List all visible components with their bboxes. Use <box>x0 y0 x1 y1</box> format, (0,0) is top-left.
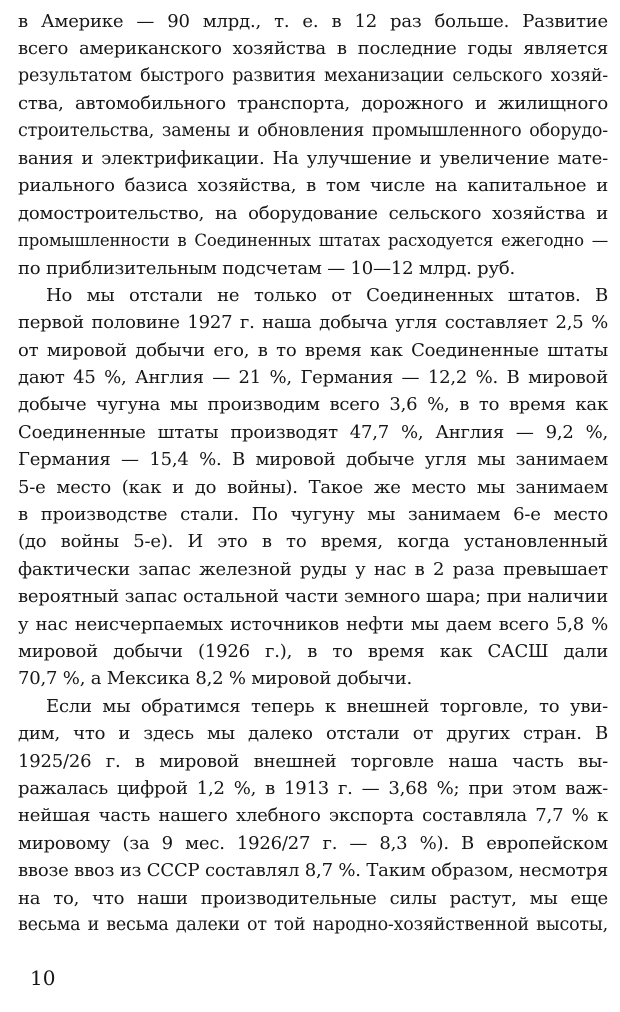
text-line: 5-е место (как и до войны). Такое же место мы занимаем <box>18 476 608 498</box>
text-line: дают 45 %, Англия — 21 %, Германия — 12,2 %. В мировой <box>18 367 608 389</box>
text-line: весьма и весьма далеки от той народно-хозяйственной высоты, <box>18 914 608 935</box>
text-line: в производстве стали. По чугуну мы занимаем 6-е место <box>18 504 608 526</box>
text-line: у нас неисчерпаемых источников нефти мы даем всего 5,8 % <box>18 613 608 635</box>
text-line: 70,7 %, а Мексика 8,2 % мировой добычи. <box>18 668 413 690</box>
paragraph-1 <box>18 8 608 282</box>
text-line: строительства, замены и обновления промышленного оборудо- <box>18 120 608 141</box>
text-line: домостроительство, на оборудование сельского хозяйства и <box>18 202 608 224</box>
text-line: в Америке — 90 млрд., т. е. в 12 раз больше. Развитие <box>18 11 608 32</box>
text-line: Если мы обратимся теперь к внешней торговле, то уви- <box>46 695 608 717</box>
text-line: вероятный запас остальной части земного шара; при наличии <box>18 586 608 608</box>
text-line: от мировой добычи его, в то время как Соединенные штаты <box>18 339 608 361</box>
text-line: ства, автомобильного транспорта, дорожного и жилищного <box>18 93 608 115</box>
text-line: промышленности в Соединенных штатах расходуется ежегодно — <box>18 231 608 251</box>
text-line: ражалась цифрой 1,2 %, в 1913 г. — 3,68 %; при этом важ- <box>18 777 608 799</box>
text-line: мировой добычи (1926 г.), в то время как САСШ дали <box>18 640 608 662</box>
text-line: мировому (за 9 мес. 1926/27 г. — 8,3 %). В европейском <box>18 832 608 854</box>
text-line: Германия — 15,4 %. В мировой добыче угля мы занимаем <box>18 449 608 471</box>
text-line: всего американского хозяйства в последние годы является <box>18 38 608 60</box>
text-line: Соединенные штаты производят 47,7 %, Англия — 9,2 %, <box>18 421 608 443</box>
text-line: нейшая часть нашего хлебного экспорта составляла 7,7 % к <box>18 805 608 827</box>
text-line: добыче чугуна мы производим всего 3,6 %, в то время как <box>18 394 608 416</box>
paragraph-2 <box>18 282 608 693</box>
text-line: Но мы отстали не только от Соединенных штатов. В <box>46 284 608 306</box>
text-line: первой половине 1927 г. наша добыча угля составляет 2,5 % <box>18 312 608 334</box>
text-line: дим, что и здесь мы далеко отстали от других стран. В <box>18 723 608 745</box>
document-page <box>18 8 608 939</box>
text-line: фактически запас железной руды у нас в 2 раза превышает <box>18 558 608 580</box>
text-line: по приблизительным подсчетам — 10—12 млрд. руб. <box>18 257 516 279</box>
text-line: риального базиса хозяйства, в том числе на капитальное и <box>18 175 608 197</box>
text-line: на то, что наши производительные силы растут, мы еще <box>18 887 608 909</box>
text-line: 1925/26 г. в мировой внешней торговле наша часть вы- <box>18 750 608 772</box>
paragraph-3 <box>18 693 608 940</box>
text-line: вания и электрификации. На улучшение и увеличение мате- <box>18 147 608 169</box>
text-line: ввозе ввоз из СССР составлял 8,7 %. Таким образом, несмотря <box>18 860 608 882</box>
text-line: (до войны 5-е). И это в то время, когда установленный <box>18 531 608 553</box>
text-line: результатом быстрого развития механизации сельского хозяй- <box>18 65 608 86</box>
page-number: 10 <box>30 966 56 990</box>
